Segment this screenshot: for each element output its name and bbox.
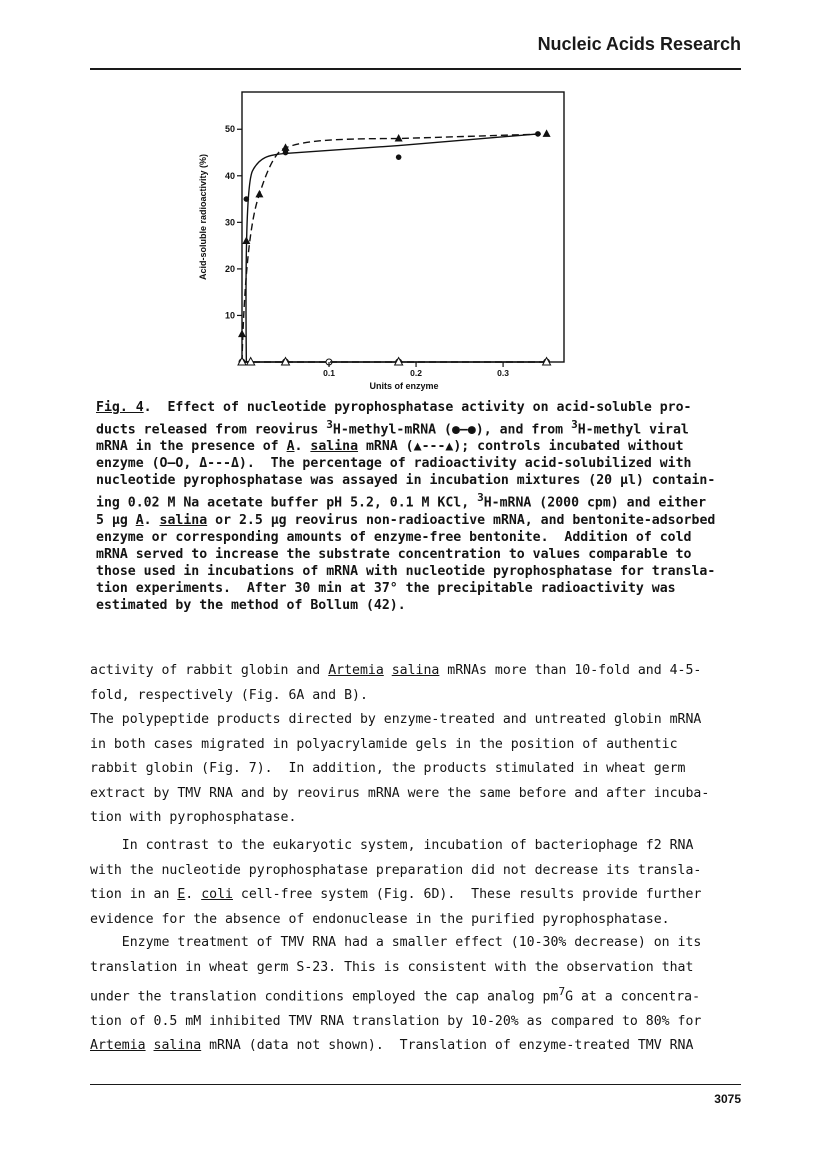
x-tick-label: 0.2 xyxy=(410,368,422,378)
paragraph-1: activity of rabbit globin and Artemia salina mRNAs more than 10-fold and 4-5- fold, respectively (Fig. 6A and B). xyxy=(90,663,702,703)
figure-caption: Fig. 4. Effect of nucleotide pyrophosphatase activity on acid-soluble pro- ducts released from reovirus $^3$H-methyl-mRNA (●—●), and from $^3$H-methyl viral mRNA in the presence of A. salina mRNA (▲---▲); controls incubated without enzyme (O—O, Δ---Δ). The percentage of radioactivity acid-solubilized with nucleotide pyrophosphatase was assayed in incubation mixtures (20 µl) contain- ing 0.02 M Na acetate buffer pH 5.2, 0.1 M KCl, $^3$H-mRNA (2000 cpm) and either 5 µg A. salina or 2.5 µg reovirus non-radioactive mRNA, and bentonite-adsorbed enzyme or corresponding amounts of enzyme-free bentonite. Addition of cold mRNA served to increase the substrate concentration to values comparable to those used in incubations of mRNA with nucleotide pyrophosphatase for transla- tion experiments. After 30 min at 37° the precipitable radioactivity was estimated by the method of Bollum (42). xyxy=(96,400,716,613)
plot-series xyxy=(238,129,551,365)
x-tick-label: 0.3 xyxy=(497,368,509,378)
figure-4-chart xyxy=(180,86,580,396)
plot-frame xyxy=(242,92,564,362)
plot-border xyxy=(242,92,564,362)
paragraph-3: In contrast to the eukaryotic system, incubation of bacteriophage f2 RNA with the nucleotide pyrophosphatase preparation did not decrease its transla- tion in an E. coli cell-free system (Fig. 6D). These results provide further evidence for the absence of endonuclease in the purified pyrophosphatase. xyxy=(90,838,702,927)
page-number: 3075 xyxy=(714,1092,741,1106)
journal-title: Nucleic Acids Research xyxy=(537,34,741,54)
y-tick-label: 40 xyxy=(224,170,235,181)
y-tick-label: 50 xyxy=(224,124,235,135)
data-point xyxy=(242,236,250,244)
plot-ticks xyxy=(225,124,509,378)
series-line-1 xyxy=(246,134,538,362)
data-point xyxy=(395,134,403,142)
y-tick-label: 30 xyxy=(224,217,235,228)
data-point xyxy=(244,196,250,202)
data-point xyxy=(396,154,402,160)
paragraph-4: Enzyme treatment of TMV RNA had a smaller effect (10-30% decrease) on its translation in wheat germ S-23. This is consistent with the observation that under the translation conditions employed the cap analog $pm^7G$ at a concentra- tion of 0.5 mM inhibited TMV RNA translation by 10-20% as compared to 80% for Artemia salina mRNA (data not shown). Translation of enzyme-treated TMV RNA xyxy=(90,935,702,1054)
footer-rule xyxy=(90,1084,741,1085)
y-axis-label: Acid-soluble radioactivity (%) xyxy=(198,153,208,281)
header-rule xyxy=(90,68,741,70)
y-tick-label: 10 xyxy=(224,310,235,321)
data-point xyxy=(238,330,246,338)
data-point xyxy=(247,358,255,366)
y-tick-label: 20 xyxy=(224,263,235,274)
x-axis-label: Units of enzyme xyxy=(369,381,439,391)
data-point xyxy=(255,190,263,198)
paragraph-2: The polypeptide products directed by enzyme-treated and untreated globin mRNA in both cases migrated in polyacrylamide gels in the position of authentic rabbit globin (Fig. 7). In addition, the products stimulated in wheat germ extract by TMV RNA and by reovirus mRNA were the same before and after incuba- tion with pyrophosphatase. xyxy=(90,712,710,825)
fig-label: Fig. 4 xyxy=(96,400,144,415)
series-line-2 xyxy=(242,134,547,362)
data-point xyxy=(543,129,551,137)
x-tick-label: 0.1 xyxy=(323,368,335,378)
